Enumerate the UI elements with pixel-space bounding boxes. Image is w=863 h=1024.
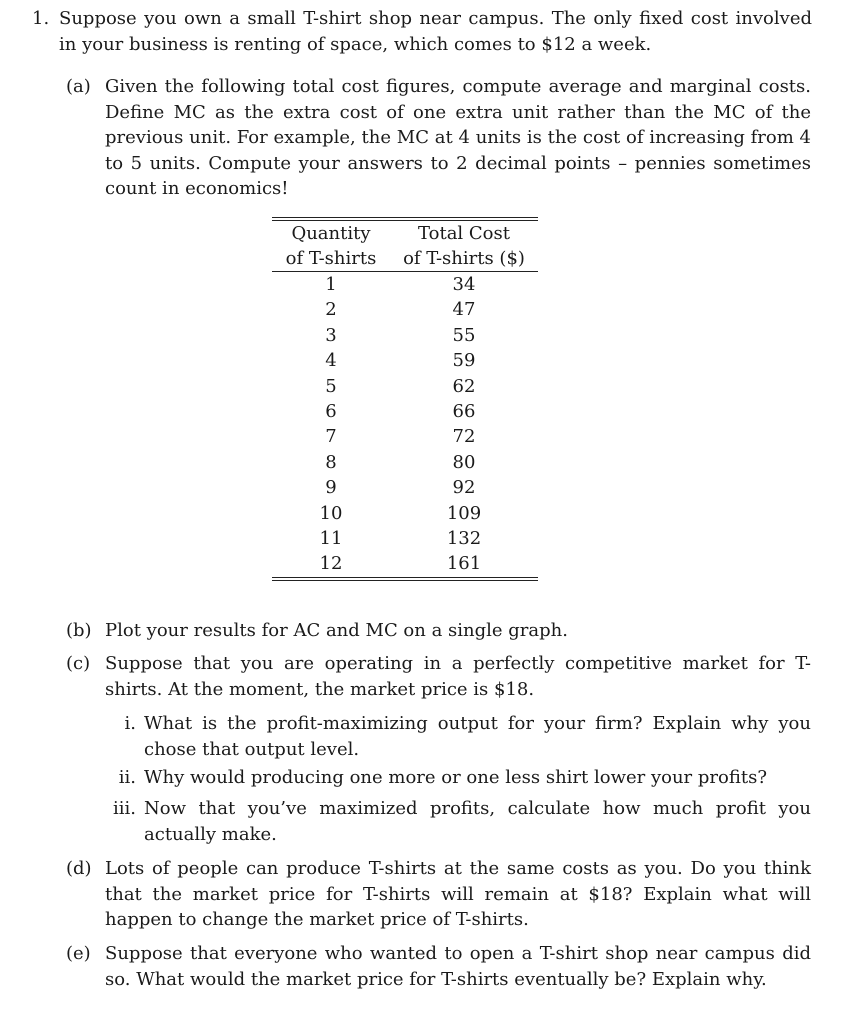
quantity-cell: 3 bbox=[325, 324, 337, 346]
table-row bbox=[272, 348, 538, 373]
quantity-cell: 9 bbox=[325, 477, 337, 499]
total-cost-cell: 55 bbox=[452, 324, 476, 346]
quantity-cell: 1 bbox=[325, 274, 337, 295]
total-cost-cell: 62 bbox=[452, 375, 476, 397]
total-cost-cell: 161 bbox=[446, 553, 482, 575]
quantity-cell: 6 bbox=[325, 401, 337, 423]
part-e-label: (e) bbox=[66, 943, 91, 964]
total-cost-cell: 72 bbox=[452, 426, 476, 448]
total-cost-cell: 34 bbox=[452, 274, 476, 295]
question-text: Suppose you own a small T-shirt shop near campus. The only fixed cost involved in your business is renting of space, which comes to $12 a week. bbox=[59, 8, 812, 55]
table-row bbox=[272, 424, 538, 449]
sub-iii-text: Now that you’ve maximized profits, calculate how much profit you actually make. bbox=[144, 798, 811, 845]
part-c bbox=[66, 651, 811, 702]
total-cost-cell: 59 bbox=[452, 350, 476, 372]
table-row bbox=[272, 450, 538, 475]
part-c-sub-iii bbox=[106, 796, 811, 847]
total-cost-cell: 47 bbox=[452, 299, 476, 321]
table-row bbox=[272, 374, 538, 399]
header-total-cost-line2: of T-shirts ($) bbox=[403, 248, 525, 269]
header-quantity-line2: of T-shirts bbox=[285, 248, 377, 269]
part-c-label: (c) bbox=[66, 653, 91, 674]
table-row bbox=[272, 272, 538, 297]
quantity-cell: 2 bbox=[325, 299, 337, 321]
header-quantity-line1: Quantity bbox=[291, 223, 371, 244]
quantity-cell: 12 bbox=[319, 553, 343, 575]
table-row bbox=[272, 475, 538, 500]
part-d bbox=[66, 856, 811, 933]
table-row bbox=[272, 526, 538, 551]
part-a-text: Given the following total cost figures, compute average and marginal costs. Define MC as the extra cost of one extra unit rather than the MC of the previous unit. For example, the MC at 4 units is the cost of increasing from 4 to 5 units. Compute your answers to 2 decimal points – pennies sometimes count in economics! bbox=[105, 76, 811, 199]
part-b bbox=[66, 618, 811, 644]
sub-ii-label: ii. bbox=[118, 767, 136, 788]
part-c-sub-i bbox=[106, 711, 811, 762]
total-cost-cell: 80 bbox=[452, 451, 476, 473]
sub-ii-text: Why would producing one more or one less shirt lower your profits? bbox=[144, 767, 767, 788]
table-row bbox=[272, 297, 538, 322]
quantity-cell: 10 bbox=[319, 502, 343, 524]
question-1 bbox=[32, 6, 812, 57]
sub-iii-label: iii. bbox=[113, 798, 136, 819]
quantity-cell: 11 bbox=[319, 528, 343, 550]
table-row bbox=[272, 323, 538, 348]
part-a-label: (a) bbox=[66, 76, 91, 97]
sub-i-text: What is the profit-maximizing output for your firm? Explain why you chose that output level. bbox=[144, 713, 811, 760]
total-cost-cell: 132 bbox=[446, 528, 482, 550]
quantity-cell: 8 bbox=[325, 451, 337, 473]
cost-table bbox=[272, 217, 538, 581]
quantity-cell: 5 bbox=[325, 375, 337, 397]
part-d-text: Lots of people can produce T-shirts at the same costs as you. Do you think that the market price for T-shirts will remain at $18? Explain what will happen to change the market price of T-shirts. bbox=[105, 858, 811, 930]
table-bottom-rule bbox=[272, 577, 538, 581]
table-row bbox=[272, 399, 538, 424]
part-b-label: (b) bbox=[66, 620, 92, 641]
sub-i-label: i. bbox=[124, 713, 136, 734]
table-body bbox=[272, 272, 538, 577]
part-a bbox=[66, 74, 811, 202]
total-cost-cell: 109 bbox=[446, 502, 482, 524]
part-c-text: Suppose that you are operating in a perfectly competitive market for T-shirts. At the moment, the market price is $18. bbox=[105, 653, 811, 700]
table-row bbox=[272, 501, 538, 526]
header-total-cost-line1: Total Cost bbox=[418, 223, 510, 244]
question-number: 1. bbox=[32, 8, 50, 29]
quantity-cell: 7 bbox=[325, 426, 337, 448]
part-e-text: Suppose that everyone who wanted to open a T-shirt shop near campus did so. What would the market price for T-shirts eventually be? Explain why. bbox=[105, 943, 811, 990]
part-e bbox=[66, 941, 811, 992]
total-cost-cell: 66 bbox=[452, 401, 476, 423]
quantity-cell: 4 bbox=[325, 350, 337, 372]
part-d-label: (d) bbox=[66, 858, 92, 879]
part-c-sub-ii bbox=[106, 765, 811, 791]
part-b-text: Plot your results for AC and MC on a single graph. bbox=[105, 620, 568, 641]
total-cost-cell: 92 bbox=[452, 477, 476, 499]
table-row bbox=[272, 551, 538, 576]
